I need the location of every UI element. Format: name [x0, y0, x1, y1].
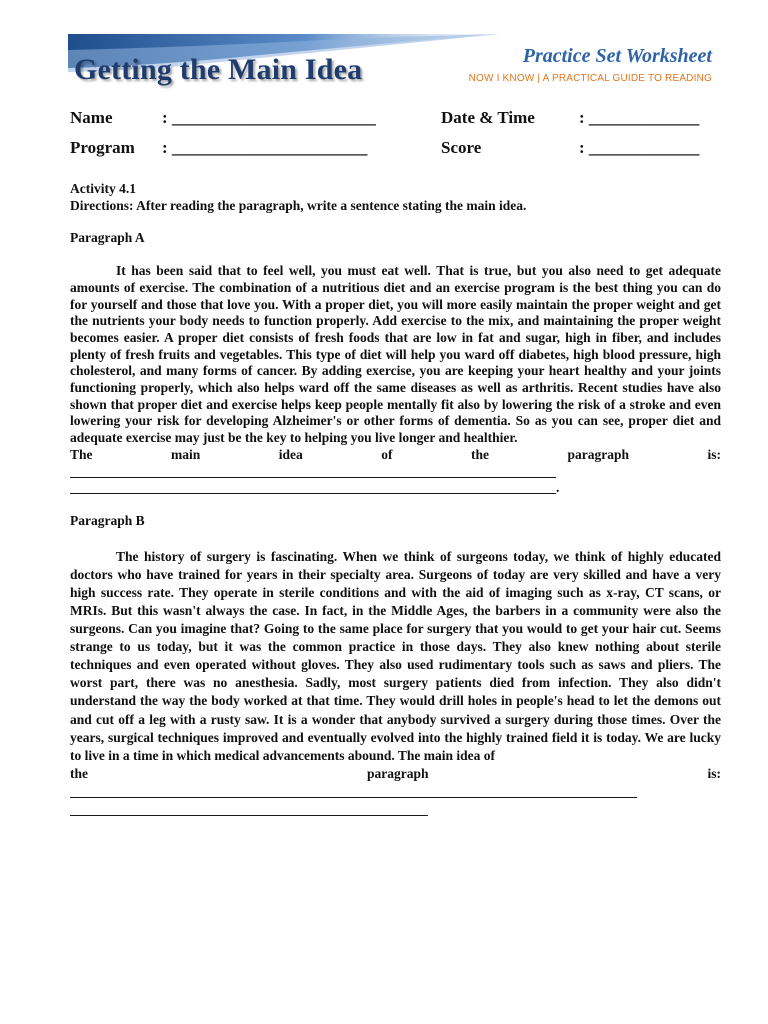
- paragraph-a-text: It has been said that to feel well, you must eat well. That is true, but you also need to get adequate amounts of exercise. The combination of a nutritious diet and an exercise program is the best thing you can do for yourself and those that love you. With a proper diet, you will more easily maintain the proper weight and get the nutrients your body needs to function properly. Add exercise to the mix, and maintaining the proper weight becomes easier. A proper diet consists of fresh foods that are low in fat and sugar, high in fiber, and includes plenty of fresh fruits and vegetables. This type of diet will help you ward off diabetes, high blood pressure, high cholesterol, and many forms of cancer. By adding exercise, you are keeping your heart healthy and your joints functioning properly, which also helps ward off the same diseases as well as arthritis. Recent studies have also shown that proper diet and exercise helps keep people mentally fit also by lowering the risk of a stroke and even lowering your risk for developing Alzheimer's or other forms of dementia. So as you can see, proper diet and adequate exercise may just be the key to helping you live longer and healthier.: [70, 263, 721, 446]
- score-label: Score: [441, 138, 482, 157]
- prompt-word: idea: [278, 446, 303, 462]
- prompt-word: the: [70, 765, 88, 781]
- paragraph-a-heading: Paragraph A: [70, 230, 145, 246]
- activity-directions: Directions: After reading the paragraph, write a sentence stating the main idea.: [70, 197, 527, 213]
- paragraph-b-answer-line[interactable]: ____________________________________________________________________________________: [70, 783, 637, 799]
- prompt-word: The: [70, 446, 93, 462]
- paragraph-a-answer-line[interactable]: ________________________________________________________________________: [70, 463, 556, 479]
- paragraph-a-answer-line[interactable]: ________________________________________________________________________.: [70, 480, 560, 496]
- form-row-program: [70, 138, 720, 168]
- paragraph-b-answer-line[interactable]: _____________________________________________________: [70, 801, 428, 817]
- paragraph-b-heading: Paragraph B: [70, 512, 145, 528]
- page-title: Getting the Main Idea: [74, 53, 363, 86]
- worksheet-title: Practice Set Worksheet: [522, 45, 712, 67]
- worksheet-subtitle: NOW I KNOW | A PRACTICAL GUIDE TO READING: [468, 73, 712, 84]
- worksheet-content: [70, 181, 721, 819]
- prompt-word: the: [470, 446, 489, 462]
- name-field[interactable]: : ________________________: [162, 108, 376, 127]
- date-time-field[interactable]: : _____________: [579, 108, 700, 127]
- prompt-word: main: [171, 446, 201, 462]
- paragraph-a-prompt: [70, 447, 721, 464]
- prompt-word: paragraph: [366, 765, 429, 781]
- program-label: Program: [70, 138, 135, 157]
- name-label: Name: [70, 108, 113, 127]
- score-field[interactable]: : _____________: [579, 138, 700, 157]
- program-field[interactable]: : _______________________: [162, 138, 368, 157]
- student-info-form: [70, 108, 720, 168]
- paragraph-b-prompt: [70, 765, 721, 783]
- activity-number: Activity 4.1: [70, 181, 136, 196]
- form-row-name: [70, 108, 720, 138]
- prompt-word: is:: [707, 765, 721, 781]
- date-time-label: Date & Time: [441, 108, 535, 127]
- prompt-word: paragraph: [567, 446, 629, 462]
- prompt-word: is:: [707, 446, 721, 462]
- prompt-word: of: [381, 446, 393, 462]
- paragraph-b-text: The history of surgery is fascinating. When we think of surgeons today, we think of highly educated doctors who have trained for years in their specialty area. Surgeons of today are very skilled and have a very high success rate. They operate in sterile conditions and with the aid of imaging such as x-ray, CT scans, or MRIs. But this wasn't always the case. In fact, in the Middle Ages, the barbers in a community were also the surgeons. Can you imagine that? Going to the same place for surgery that you would to get your hair cut. Seems strange to us today, but it was the common practice in those days. They also knew nothing about sterile techniques and even operated without gloves. They also used rudimentary tools such as saws and pliers. The worst part, there was no anesthesia. Sadly, most surgery patients died from infection. They also didn't understand the way the body worked at that time. They would drill holes in people's head to let the demons out and cut off a leg with a rusty saw. It is a wonder that anybody survived a surgery during those times. Over the years, surgical techniques improved and eventually evolved into the highly trained field it is today. We are lucky to live in a time in which medical advancements abound. The main idea of: [70, 548, 721, 763]
